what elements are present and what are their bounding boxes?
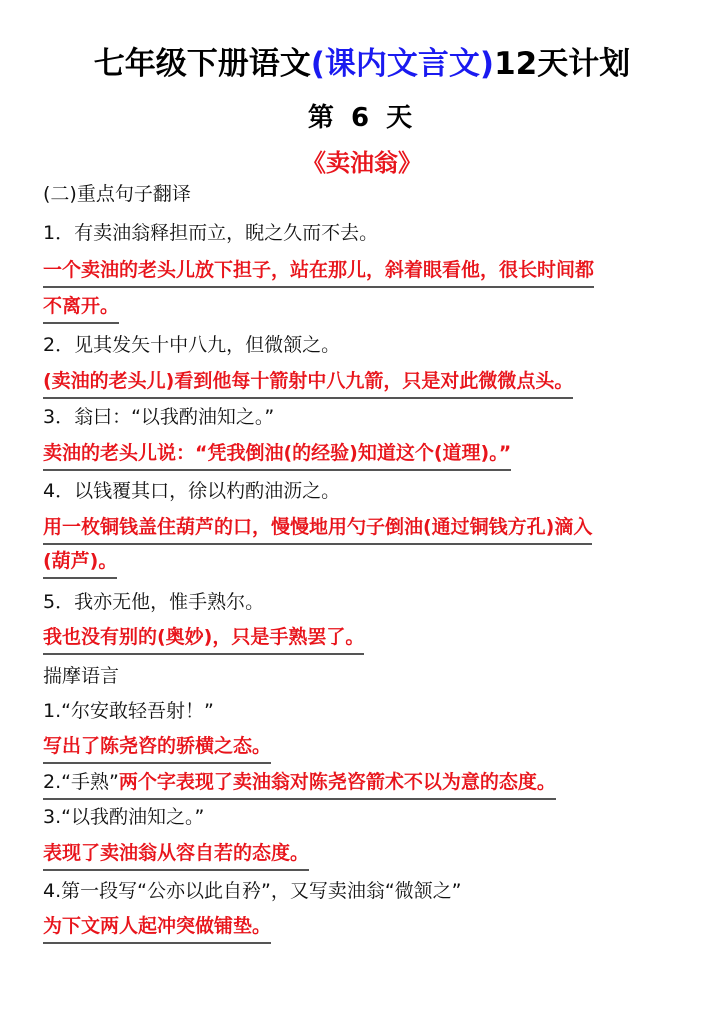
- language-question-1: 1.“尔安敢轻吾射！”: [43, 700, 214, 722]
- title-tail: 12天计划: [494, 46, 631, 82]
- answer-2: (卖油的老头儿)看到他每十箭射中八九箭，只是对此微微点头。: [43, 368, 573, 399]
- answer-1-line1: 一个卖油的老头儿放下担子，站在那儿，斜着眼看他，很长时间都: [43, 257, 594, 288]
- answer-4-line2: (葫芦)。: [43, 548, 117, 579]
- question-5: 5．我亦无他，惟手熟尔。: [43, 591, 265, 613]
- question-1: 1．有卖油翁释担而立，睨之久而不去。: [43, 222, 379, 244]
- language-answer-3: 表现了卖油翁从容自若的态度。: [43, 840, 309, 871]
- language-question-2: 2.“手熟”: [43, 771, 119, 793]
- title-main: 七年级下册语文: [93, 46, 311, 82]
- answer-1-line2: 不离开。: [43, 293, 119, 324]
- question-3: 3．翁曰：“以我酌油知之。”: [43, 406, 275, 428]
- language-answer-4: 为下文两人起冲突做铺垫。: [43, 913, 271, 944]
- lesson-title: 《卖油翁》: [302, 149, 422, 177]
- day-label: 第 6 天: [307, 103, 417, 133]
- language-answer-1: 写出了陈尧咨的骄横之态。: [43, 733, 271, 764]
- language-answer-2: 两个字表现了卖油翁对陈尧咨箭术不以为意的态度。: [118, 771, 556, 793]
- question-2: 2．见其发矢十中八九，但微颔之。: [43, 334, 341, 356]
- language-question-3: 3.“以我酌油知之。”: [43, 806, 205, 828]
- answer-5: 我也没有别的(奥妙)，只是手熟罢了。: [43, 624, 364, 655]
- answer-4-line1: 用一枚铜钱盖住葫芦的口，慢慢地用勺子倒油(通过铜钱方孔)滴入: [43, 514, 592, 545]
- title-paren: (课内文言文): [310, 46, 495, 82]
- language-item-2: [43, 769, 556, 800]
- section-heading-language: 揣摩语言: [43, 665, 120, 687]
- language-question-4: 4.第一段写“公亦以此自矜”，又写卖油翁“微颔之”: [43, 880, 462, 902]
- question-4: 4．以钱覆其口，徐以杓酌油沥之。: [43, 480, 341, 502]
- section-heading-translation: (二)重点句子翻译: [43, 183, 191, 205]
- answer-3: 卖油的老头儿说：“凭我倒油(的经验)知道这个(道理)。”: [43, 440, 511, 471]
- page-title: [0, 44, 724, 84]
